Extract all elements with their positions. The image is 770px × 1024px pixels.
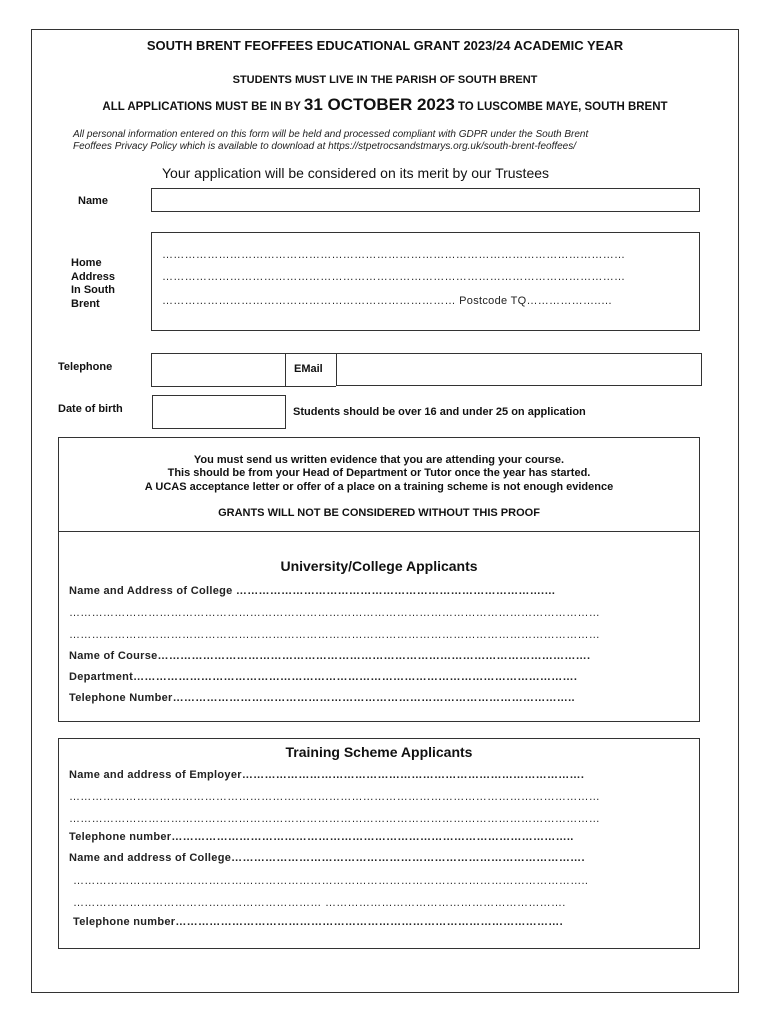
address-line-1: ……………………………………………………………………………………………………………: [162, 249, 626, 261]
training-section: [58, 738, 700, 949]
gdpr-line-1: All personal information entered on this form will be held and processed compliant with GDPR under the South Brent: [73, 129, 589, 140]
department-line: Department……………………………………………………………………………………………………….: [69, 671, 578, 683]
merit-note: Your application will be considered on its merit by our Trustees: [162, 165, 550, 181]
dob-label: Date of birth: [58, 403, 123, 415]
deadline-suffix: TO LUSCOMBE MAYE, SOUTH BRENT: [457, 101, 668, 113]
employer-telephone-line: Telephone number……………………………………………………………………………………………..: [69, 831, 574, 843]
employer-line: Name and address of Employer……………………………………………………………………………….: [69, 769, 585, 781]
employer-address-line-1: ……………………………………………………………………………………………………………………………: [69, 791, 601, 803]
training-telephone-line: Telephone number………………………………………………………………………………………….: [73, 916, 563, 928]
name-label: Name: [78, 195, 108, 207]
training-college-line: Name and address of College………………………………………………………………………………….: [69, 852, 585, 864]
residency-note: STUDENTS MUST LIVE IN THE PARISH OF SOUTH BRENT: [232, 74, 538, 86]
dob-field[interactable]: [152, 395, 286, 429]
telephone-label: Telephone: [58, 361, 113, 373]
email-label: EMail: [294, 363, 323, 375]
dob-note: Students should be over 16 and under 25 on application: [293, 406, 586, 418]
deadline-prefix: ALL APPLICATIONS MUST BE IN BY: [102, 101, 301, 113]
address-postcode-line: …………………………………………………………………… Postcode TQ………………..…: [162, 295, 613, 307]
evidence-line-1: You must send us written evidence that you are attending your course.: [193, 454, 565, 466]
training-college-address-line-2: ………………………………………………………… ……………………………………………………….: [73, 897, 566, 909]
name-field[interactable]: [151, 188, 700, 212]
college-address-line-2: ……………………………………………………………………………………………………………………………: [69, 629, 601, 641]
email-field[interactable]: [336, 353, 702, 386]
evidence-line-3: A UCAS acceptance letter or offer of a place on a training scheme is not enough evidence: [144, 481, 614, 493]
employer-address-line-2: ……………………………………………………………………………………………………………………………: [69, 813, 601, 825]
evidence-line-2: This should be from your Head of Department or Tutor once the year has started.: [167, 467, 591, 479]
evidence-warning: GRANTS WILL NOT BE CONSIDERED WITHOUT THIS PROOF: [218, 507, 540, 519]
university-section: [58, 532, 700, 722]
email-label-cell: [286, 353, 336, 387]
telephone-field[interactable]: [151, 353, 286, 387]
college-address-line-1: ……………………………………………………………………………………………………………………………: [69, 607, 601, 619]
address-label: Home Address In South Brent: [71, 257, 116, 310]
course-line: Name of Course…………………………………………………………………………………………………….: [69, 650, 591, 662]
evidence-box: [58, 437, 700, 532]
address-field[interactable]: [151, 232, 700, 331]
address-line-2: ……………………………………………………………………………………………………………: [162, 271, 626, 283]
college-name-line: Name and Address of College ……………………………………………………………………….…: [69, 585, 556, 597]
university-telephone-line: Telephone Number……………………………………………………………………………………………..: [69, 692, 575, 704]
deadline-date: 31 OCTOBER 2023: [303, 95, 455, 114]
training-heading: Training Scheme Applicants: [285, 744, 473, 760]
university-heading: University/College Applicants: [280, 558, 478, 574]
form-title: SOUTH BRENT FEOFFEES EDUCATIONAL GRANT 2023/24 ACADEMIC YEAR: [146, 38, 624, 53]
gdpr-line-2: Feoffees Privacy Policy which is available to download at https://stpetrocsandstmarys.org.uk/south-brent-feoffees/: [73, 141, 577, 152]
training-college-address-line-1: ………………………………………………………………………………………………………………………..: [73, 875, 589, 887]
deadline-line: [0, 95, 770, 115]
